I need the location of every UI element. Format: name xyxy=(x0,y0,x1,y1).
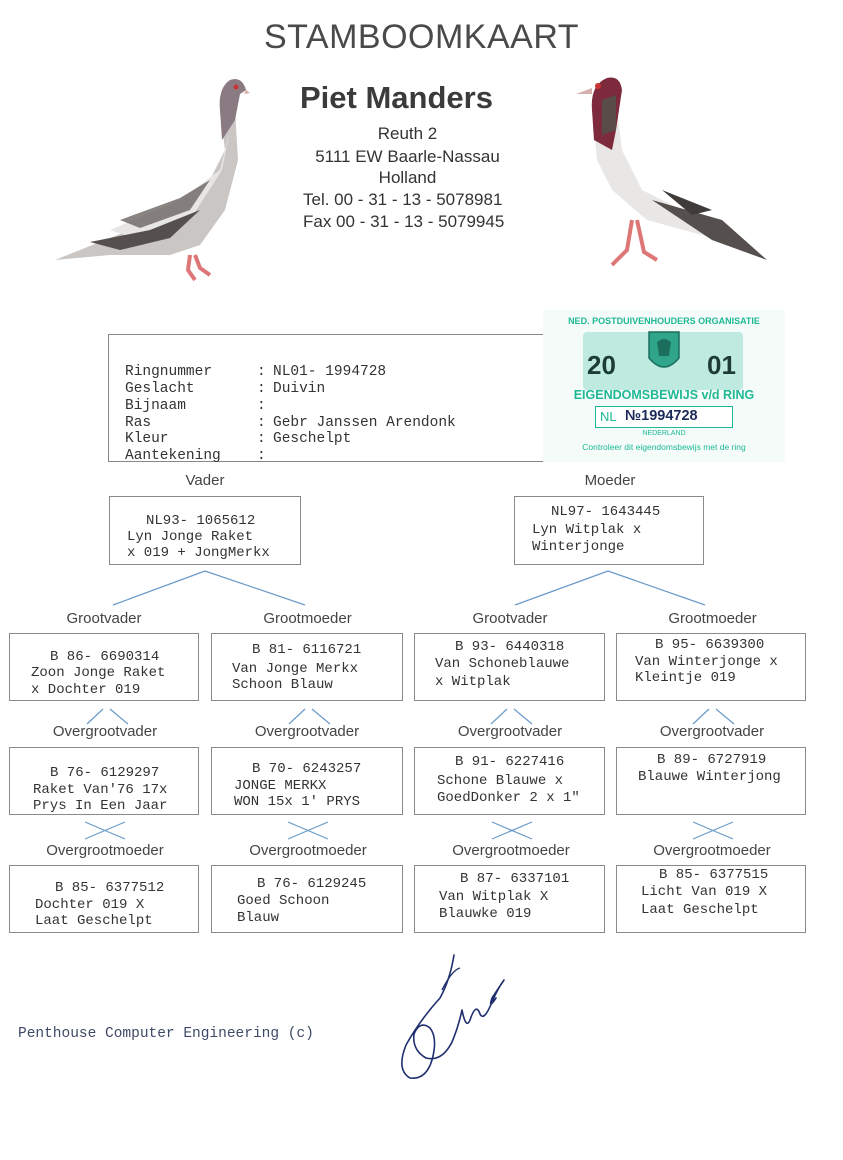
cell-line-2: x Dochter 019 xyxy=(31,682,141,698)
cell-ring: NL93- 1065612 xyxy=(146,513,256,529)
certificate-heading: EIGENDOMSBEWIJS v/d RING xyxy=(573,388,755,402)
cell-ring: B 70- 6243257 xyxy=(252,761,362,777)
certificate-ring-number: №1994728 xyxy=(625,408,698,424)
label-grootmoeder-2: Grootmoeder xyxy=(668,610,757,627)
cell-line-1: Dochter 019 X xyxy=(35,897,145,913)
cell-ring: B 85- 6377515 xyxy=(659,867,769,883)
cell-ring: B 95- 6639300 xyxy=(655,637,765,653)
cell-ring: B 85- 6377512 xyxy=(55,880,165,896)
certificate-org: NED. POSTDUIVENHOUDERS ORGANISATIE xyxy=(568,316,760,326)
label-overgrootvader-3: Overgrootvader xyxy=(457,723,563,740)
info-row-ringnummer: Ringnummer : NL01- 1994728 xyxy=(125,364,387,380)
owner-fax: Fax 00 - 31 - 13 - 5079945 xyxy=(303,212,505,231)
cell-line-2: Laat Geschelpt xyxy=(35,913,153,929)
label-grootvader-2: Grootvader xyxy=(472,610,548,627)
pedigree-cell-great-grandmother-4 xyxy=(616,865,806,933)
cell-line-1: Raket Van'76 17x xyxy=(33,782,168,798)
pedigree-cell-grandparent-4 xyxy=(616,633,806,701)
footer-credit: Penthouse Computer Engineering (c) xyxy=(18,1026,314,1042)
signature-image xyxy=(392,950,512,1085)
pedigree-cell-great-grandfather-4 xyxy=(616,747,806,815)
owner-tel: Tel. 00 - 31 - 13 - 5078981 xyxy=(303,190,503,209)
label-vader: Vader xyxy=(185,472,225,489)
cell-line-2: GoedDonker 2 x 1" xyxy=(437,790,580,806)
cell-line-2: Prys In Een Jaar xyxy=(33,798,168,814)
certificate-year-right: 01 xyxy=(707,350,736,380)
certificate-year-left: 20 xyxy=(587,350,616,380)
cell-line-2: Blauwke 019 xyxy=(439,906,532,922)
cell-line-1: Blauwe Winterjong xyxy=(638,769,781,785)
pedigree-cell-vader xyxy=(109,496,301,565)
info-row-aantekening: Aantekening : xyxy=(125,448,266,464)
label-grootvader-1: Grootvader xyxy=(66,610,142,627)
cell-line-1: Lyn Witplak x xyxy=(532,522,642,538)
info-row-ras: Ras : Gebr Janssen Arendonk xyxy=(125,415,456,431)
cell-ring: B 81- 6116721 xyxy=(252,642,362,658)
owner-country: Holland xyxy=(378,168,437,187)
cell-line-1: Schone Blauwe x xyxy=(437,773,564,789)
cell-line-2: Schoon Blauw xyxy=(232,677,333,693)
cell-line-2: WON 15x 1' PRYS xyxy=(234,794,361,810)
cell-line-2: Winterjonge xyxy=(532,539,625,555)
cell-line-1: JONGE MERKX xyxy=(234,778,327,794)
cell-line-1: Van Witplak X xyxy=(439,889,549,905)
info-row-bijnaam: Bijnaam : xyxy=(125,398,266,414)
label-overgrootvader-4: Overgrootvader xyxy=(659,723,765,740)
cell-ring: B 87- 6337101 xyxy=(460,871,570,887)
page-title: STAMBOOMKAART xyxy=(263,18,580,56)
info-row-kleur: Kleur : Geschelpt xyxy=(125,431,352,447)
label-overgrootmoeder-4: Overgrootmoeder xyxy=(653,842,771,859)
pedigree-cell-great-grandfather-1 xyxy=(9,747,199,815)
label-overgrootmoeder-1: Overgrootmoeder xyxy=(46,842,164,859)
cell-ring: B 86- 6690314 xyxy=(50,649,160,665)
cell-line-2: x 019 + JongMerkx xyxy=(127,545,270,561)
label-grootmoeder-1: Grootmoeder xyxy=(263,610,352,627)
cell-line-1: Van Jonge Merkx xyxy=(232,661,359,677)
label-overgrootvader-1: Overgrootvader xyxy=(52,723,158,740)
cell-line-1: Zoon Jonge Raket xyxy=(31,665,166,681)
cell-ring: B 76- 6129297 xyxy=(50,765,160,781)
cell-line-2: Laat Geschelpt xyxy=(641,902,759,918)
certificate-note: Controleer dit eigendomsbewijs met de ring xyxy=(582,442,746,452)
owner-name: Piet Manders xyxy=(300,80,493,115)
pedigree-cell-great-grandmother-3 xyxy=(414,865,605,933)
label-overgrootmoeder-2: Overgrootmoeder xyxy=(249,842,367,859)
info-row-geslacht: Geslacht : Duivin xyxy=(125,381,326,397)
cell-line-2: x Witplak xyxy=(435,674,511,690)
owner-city: 5111 EW Baarle-Nassau xyxy=(315,147,500,166)
pedigree-cell-great-grandmother-2 xyxy=(211,865,403,933)
owner-street: Reuth 2 xyxy=(377,124,438,143)
label-overgrootvader-2: Overgrootvader xyxy=(254,723,360,740)
label-moeder: Moeder xyxy=(584,472,636,489)
cell-ring: B 76- 6129245 xyxy=(257,876,367,892)
cell-ring: B 93- 6440318 xyxy=(455,639,565,655)
pedigree-cell-great-grandmother-1 xyxy=(9,865,199,933)
cell-ring: B 89- 6727919 xyxy=(657,752,767,768)
cell-ring: NL97- 1643445 xyxy=(551,504,661,520)
label-overgrootmoeder-3: Overgrootmoeder xyxy=(452,842,570,859)
cell-line-2: Kleintje 019 xyxy=(635,670,736,686)
certificate-sub: NEDERLAND xyxy=(642,430,686,437)
cell-line-1: Licht Van 019 X xyxy=(641,884,768,900)
pedigree-cell-moeder xyxy=(514,496,704,565)
pedigree-cell-grandparent-2 xyxy=(211,633,403,701)
pedigree-cell-grandparent-3 xyxy=(414,633,605,701)
cell-line-2: Blauw xyxy=(237,910,280,926)
cell-line-1: Van Winterjonge x xyxy=(635,654,778,670)
cell-line-1: Goed Schoon xyxy=(237,893,330,909)
cell-line-1: Van Schoneblauwe xyxy=(435,656,570,672)
certificate-country: NL xyxy=(600,409,617,424)
cell-line-1: Lyn Jonge Raket xyxy=(127,529,254,545)
pedigree-cell-great-grandfather-2 xyxy=(211,747,403,815)
pedigree-cell-grandparent-1 xyxy=(9,633,199,701)
pedigree-cell-great-grandfather-3 xyxy=(414,747,605,815)
cell-ring: B 91- 6227416 xyxy=(455,754,565,770)
